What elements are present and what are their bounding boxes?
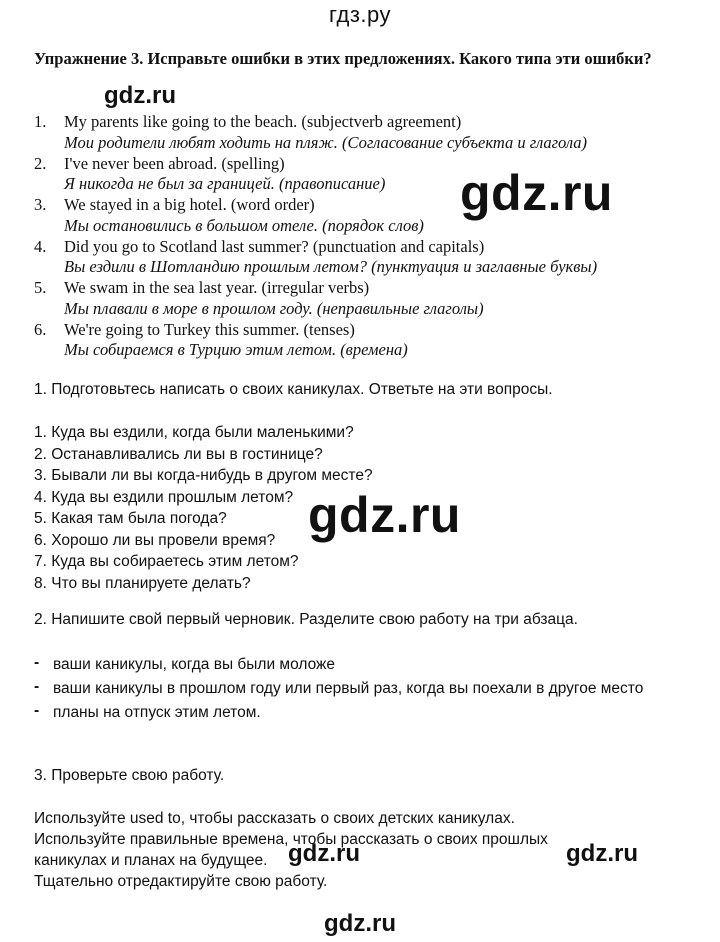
tip-item: Используйте used to, чтобы рассказать о своих детских каникулах. (34, 810, 515, 827)
item-number: 3. (34, 195, 47, 214)
english-sentence: I've never been abroad. (spelling) (64, 153, 285, 173)
site-header: гдз.ру (328, 2, 392, 27)
russian-translation: Мои родители любят ходить на пляж. (Согласование субъекта и глагола) (64, 132, 588, 152)
russian-translation: Мы остановились в большом отеле. (порядок слов) (64, 215, 424, 235)
list-item (0, 112, 720, 154)
russian-translation: Вы ездили в Шотландию прошлым летом? (пунктуация и заглавные буквы) (64, 257, 598, 276)
dash-marker: - (34, 702, 40, 719)
item-number: 6. (34, 319, 47, 339)
english-sentence: We're going to Turkey this summer. (tenses) (64, 319, 355, 339)
list-item (0, 320, 720, 362)
exercise-list (0, 112, 720, 361)
question-item: 6. Хорошо ли вы провели время? (34, 531, 276, 549)
question-item: 7. Куда вы собираетесь этим летом? (34, 553, 299, 570)
item-number: 1. (34, 112, 47, 131)
item-number: 5. (34, 278, 47, 297)
task-1-instruction: 1. Подготовьтесь написать о своих каникулах. Ответьте на эти вопросы. (34, 381, 553, 398)
item-number: 4. (34, 236, 47, 256)
english-sentence: We stayed in a big hotel. (word order) (64, 195, 315, 214)
item-number: 2. (34, 153, 47, 173)
watermark: gdz.ru (460, 165, 613, 221)
russian-translation: Мы собираемся в Турцию этим летом. (времена) (64, 340, 408, 359)
list-item (0, 278, 720, 320)
list-item (0, 237, 720, 279)
question-item: 3. Бывали ли вы когда-нибудь в другом месте? (34, 467, 373, 484)
bullet-text: ваши каникулы, когда вы были моложе (53, 656, 336, 673)
bullet-item (34, 703, 674, 723)
watermark: gdz.ru (308, 487, 461, 543)
exercise-heading: Упражнение 3. Исправьте ошибки в этих предложениях. Какого типа эти ошибки? (34, 49, 652, 68)
watermark: gdz.ru (288, 840, 360, 867)
russian-translation: Я никогда не был за границей. (правописание) (64, 174, 386, 193)
question-item: 8. Что вы планируете делать? (34, 574, 251, 592)
bullet-item (34, 655, 674, 675)
tip-item: Тщательно отредактируйте свою работу. (34, 873, 328, 890)
question-item: 5. Какая там была погода? (34, 510, 227, 527)
watermark: gdz.ru (104, 82, 176, 109)
dash-marker: - (34, 654, 40, 671)
bullet-item (34, 679, 653, 699)
english-sentence: Did you go to Scotland last summer? (punctuation and capitals) (64, 236, 485, 256)
tip-item: Используйте правильные времена, чтобы рассказать о своих прошлых каникулах и планах на будущее. (34, 831, 548, 869)
watermark: gdz.ru (566, 840, 638, 867)
dash-marker: - (34, 678, 40, 695)
english-sentence: My parents like going to the beach. (subjectverb agreement) (64, 112, 462, 131)
task-3-instruction: 3. Проверьте свою работу. (34, 767, 225, 784)
question-item: 4. Куда вы ездили прошлым летом? (34, 488, 294, 506)
question-item: 1. Куда вы ездили, когда были маленькими? (34, 424, 354, 441)
bullet-text: планы на отпуск этим летом. (53, 704, 261, 721)
bullet-list (34, 655, 674, 723)
russian-translation: Мы плавали в море в прошлом году. (неправильные глаголы) (64, 298, 484, 318)
task-2-instruction: 2. Напишите свой первый черновик. Разделите свою работу на три абзаца. (34, 611, 578, 628)
watermark: gdz.ru (324, 910, 396, 937)
question-item: 2. Останавливались ли вы в гостинице? (34, 445, 323, 463)
bullet-text: ваши каникулы в прошлом году или первый раз, когда вы поехали в другое место (53, 680, 644, 697)
english-sentence: We swam in the sea last year. (irregular verbs) (64, 278, 370, 297)
